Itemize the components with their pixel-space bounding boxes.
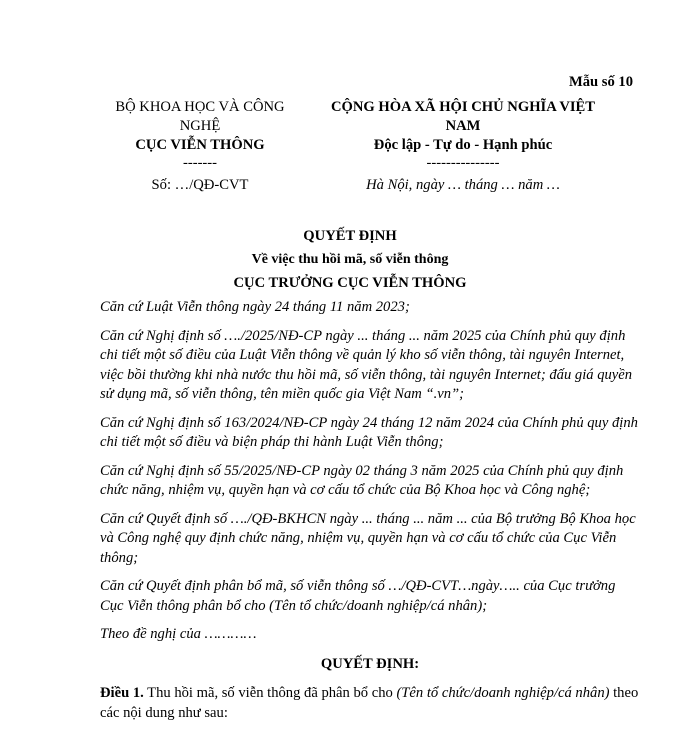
article-1-label: Điều 1. [100,685,144,701]
issuer-title: CỤC TRƯỞNG CỤC VIỄN THÔNG [233,275,467,291]
article-1-text-before: Thu hồi mã, số viễn thông đã phân bổ cho [143,685,397,701]
article-1 [100,684,640,723]
legal-basis-4: Căn cứ Nghị định số 55/2025/NĐ-CP ngày 02 tháng 3 năm 2025 của Chính phủ quy định chức năng, nhiệm vụ, quyền hạn và cơ cấu tổ chức của Bộ Khoa học và Công nghệ; [100,462,624,498]
national-motto: Độc lập - Tự do - Hạnh phúc [373,137,553,153]
legal-basis-1: Căn cứ Luật Viễn thông ngày 24 tháng 11 năm 2023; [100,299,410,315]
motto-separator: --------------- [426,155,500,171]
ministry-name-line1: BỘ KHOA HỌC VÀ CÔNG [115,99,285,115]
legal-basis-2: Căn cứ Nghị định số …./2025/NĐ-CP ngày ... tháng ... năm 2025 của Chính phủ quy định chi tiết một số điều của Luật Viễn thông về quản lý kho số viễn thông, tài nguyên Internet, việc bồi thường khi nhà nước thu hồi mã, số viễn thông, tài nguyên Internet; đấu giá quyền sử dụng mã, số viễn thông, tên miền quốc gia Việt Nam “.vn”; [100,327,633,402]
ministry-name-line2: NGHỆ [179,118,221,134]
article-1-text-after: theo các nội dung như sau: [100,685,639,721]
nation-name-line2: NAM [445,118,481,134]
legal-basis-5: Căn cứ Quyết định số …./QĐ-BKHCN ngày ... tháng ... năm ... của Bộ trưởng Bộ Khoa học và Công nghệ quy định chức năng, nhiệm vụ, quyền hạn và cơ cấu tổ chức của Cục Viễn thông; [100,510,636,566]
proposal-line: Theo đề nghị của ………… [100,626,257,642]
document-number: Số: …/QĐ-CVT [151,177,249,193]
national-header [318,98,608,171]
place-date: Hà Nội, ngày … tháng … năm … [366,177,560,193]
article-1-text-italic: (Tên tổ chức/doanh nghiệp/cá nhân) [396,685,610,701]
agency-separator: ------- [182,155,218,171]
nation-name-line1: CỘNG HÒA XÃ HỘI CHỦ NGHĨA VIỆT [330,99,596,115]
legal-basis-3: Căn cứ Nghị định số 163/2024/NĐ-CP ngày 24 tháng 12 năm 2024 của Chính phủ quy định chi tiết một số điều và biện pháp thi hành Luật Viễn thông; [100,414,638,450]
agency-name: CỤC VIỄN THÔNG [135,137,265,153]
decision-heading: QUYẾT ĐỊNH: [320,655,420,672]
document-type-title: QUYẾT ĐỊNH [303,228,397,244]
document-body [100,298,640,732]
document-subject: Về việc thu hồi mã, số viễn thông [251,252,449,267]
issuing-agency-header [100,98,300,171]
form-number: Mẫu số 10 [568,74,633,90]
legal-basis-6: Căn cứ Quyết định phân bổ mã, số viễn thông số …/QĐ-CVT…ngày….. của Cục trưởng Cục Viễn thông phân bổ cho (Tên tổ chức/doanh nghiệp/cá nhân); [100,578,616,614]
